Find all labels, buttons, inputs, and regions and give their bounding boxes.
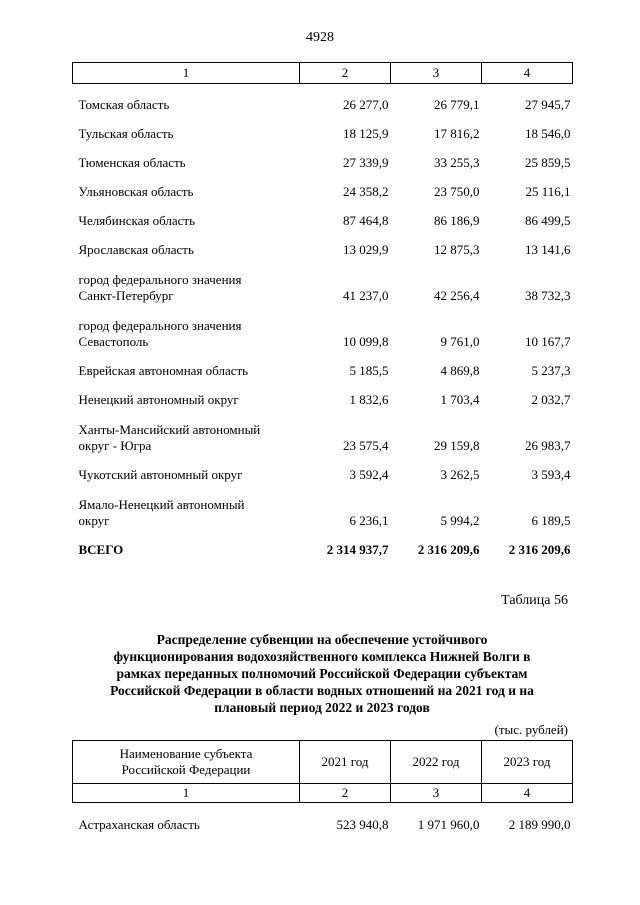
total-2021: 2 314 937,7 [326,542,389,557]
value-2023: 13 141,6 [525,242,571,257]
region-name: Ненецкий автономный округ [78,392,239,407]
region-name: Ямало-Ненецкий автономный округ [78,497,245,528]
table-row [73,171,573,200]
header-2021: 2021 год [300,741,391,784]
value-2022: 9 761,0 [440,334,480,349]
value-2022: 86 186,9 [434,213,480,228]
table-row [73,113,573,142]
value-2021: 27 339,9 [343,155,389,170]
region-name: город федерального значения Санкт-Петербург [78,272,242,303]
column-number: 4 [482,784,573,803]
table-row [73,483,573,529]
region-name: Чукотский автономный округ [78,467,243,482]
region-name: Томская область [78,97,170,112]
value-2021: 6 236,1 [349,513,389,528]
table-number: Таблица 56 [501,593,568,608]
table-row [73,229,573,258]
table-row [73,350,573,379]
value-2023: 38 732,3 [525,288,571,303]
value-2021: 3 592,4 [349,467,389,482]
value-2023: 86 499,5 [525,213,571,228]
region-name: Тульская область [78,126,174,141]
value-2023: 27 945,7 [525,97,571,112]
column-number: 2 [300,784,391,803]
value-2021: 24 358,2 [343,184,389,199]
value-2022: 1 703,4 [440,392,480,407]
table-row [73,258,573,304]
region-name: Ханты-Мансийский автономный округ - Югра [78,422,261,453]
value-2021: 1 832,6 [349,392,389,407]
value-2023: 25 859,5 [525,155,571,170]
total-2023: 2 316 209,6 [508,542,571,557]
value-2022: 26 779,1 [434,97,480,112]
table-row [73,803,573,834]
value-2023: 26 983,7 [525,438,571,453]
value-2022: 12 875,3 [434,242,480,257]
value-2021: 18 125,9 [343,126,389,141]
value-2022: 23 750,0 [434,184,480,199]
value-2022: 5 994,2 [440,513,480,528]
header-region-name: Наименование субъекта Российской Федерации [73,741,300,784]
value-2021: 41 237,0 [343,288,389,303]
value-2021: 10 099,8 [343,334,389,349]
total-row [73,529,573,558]
value-2022: 29 159,8 [434,438,480,453]
region-name: Астраханская область [78,817,200,832]
value-2022: 33 255,3 [434,155,480,170]
region-name: Еврейская автономная область [78,363,249,378]
value-2021: 23 575,4 [343,438,389,453]
value-2023: 25 116,1 [525,184,571,199]
subsidy-table-56 [72,740,573,833]
page-number: 4928 [306,30,334,45]
header-row [73,741,573,784]
region-name: Тюменская область [78,155,186,170]
table-row [73,454,573,483]
column-number: 4 [482,63,573,84]
value-2021: 87 464,8 [343,213,389,228]
column-number: 3 [391,63,482,84]
value-2021: 5 185,5 [349,363,389,378]
table-row [73,379,573,408]
value-2021: 523 940,8 [336,817,389,832]
header-2023: 2023 год [482,741,573,784]
column-number: 2 [300,63,391,84]
value-2023: 6 189,5 [531,513,571,528]
column-number-row [73,784,573,803]
table-row [73,408,573,454]
region-name: Ульяновская область [78,184,194,199]
value-2022: 1 971 960,0 [417,817,480,832]
table-row [73,84,573,114]
value-2021: 26 277,0 [343,97,389,112]
total-label: ВСЕГО [78,542,124,557]
value-2021: 13 029,9 [343,242,389,257]
value-2022: 17 816,2 [434,126,480,141]
units-label: (тыс. рублей) [494,722,568,737]
region-name: город федерального значения Севастополь [78,318,242,349]
value-2023: 2 189 990,0 [508,817,571,832]
value-2023: 3 593,4 [531,467,571,482]
value-2022: 42 256,4 [434,288,480,303]
value-2022: 4 869,8 [440,363,480,378]
column-number: 3 [391,784,482,803]
value-2023: 2 032,7 [531,392,571,407]
column-number: 1 [73,63,300,84]
table-title: Распределение субвенции на обеспечение устойчивого функционирования водохозяйственного комплекса Нижней Волги в рамках переданных полномочий Российской Федерации субъектам Российской Федерации в области водных отношений на 2021 год и на плановый период 2022 и 2023 годов [110,632,534,715]
value-2023: 18 546,0 [525,126,571,141]
table-row [73,200,573,229]
column-number-row [73,63,573,84]
value-2023: 10 167,7 [525,334,571,349]
column-number: 1 [73,784,300,803]
value-2022: 3 262,5 [440,467,480,482]
table-row [73,304,573,350]
header-2022: 2022 год [391,741,482,784]
region-name: Ярославская область [78,242,194,257]
region-name: Челябинская область [78,213,196,228]
subsidy-table-continued [72,62,573,558]
total-2022: 2 316 209,6 [417,542,480,557]
table-row [73,142,573,171]
value-2023: 5 237,3 [531,363,571,378]
